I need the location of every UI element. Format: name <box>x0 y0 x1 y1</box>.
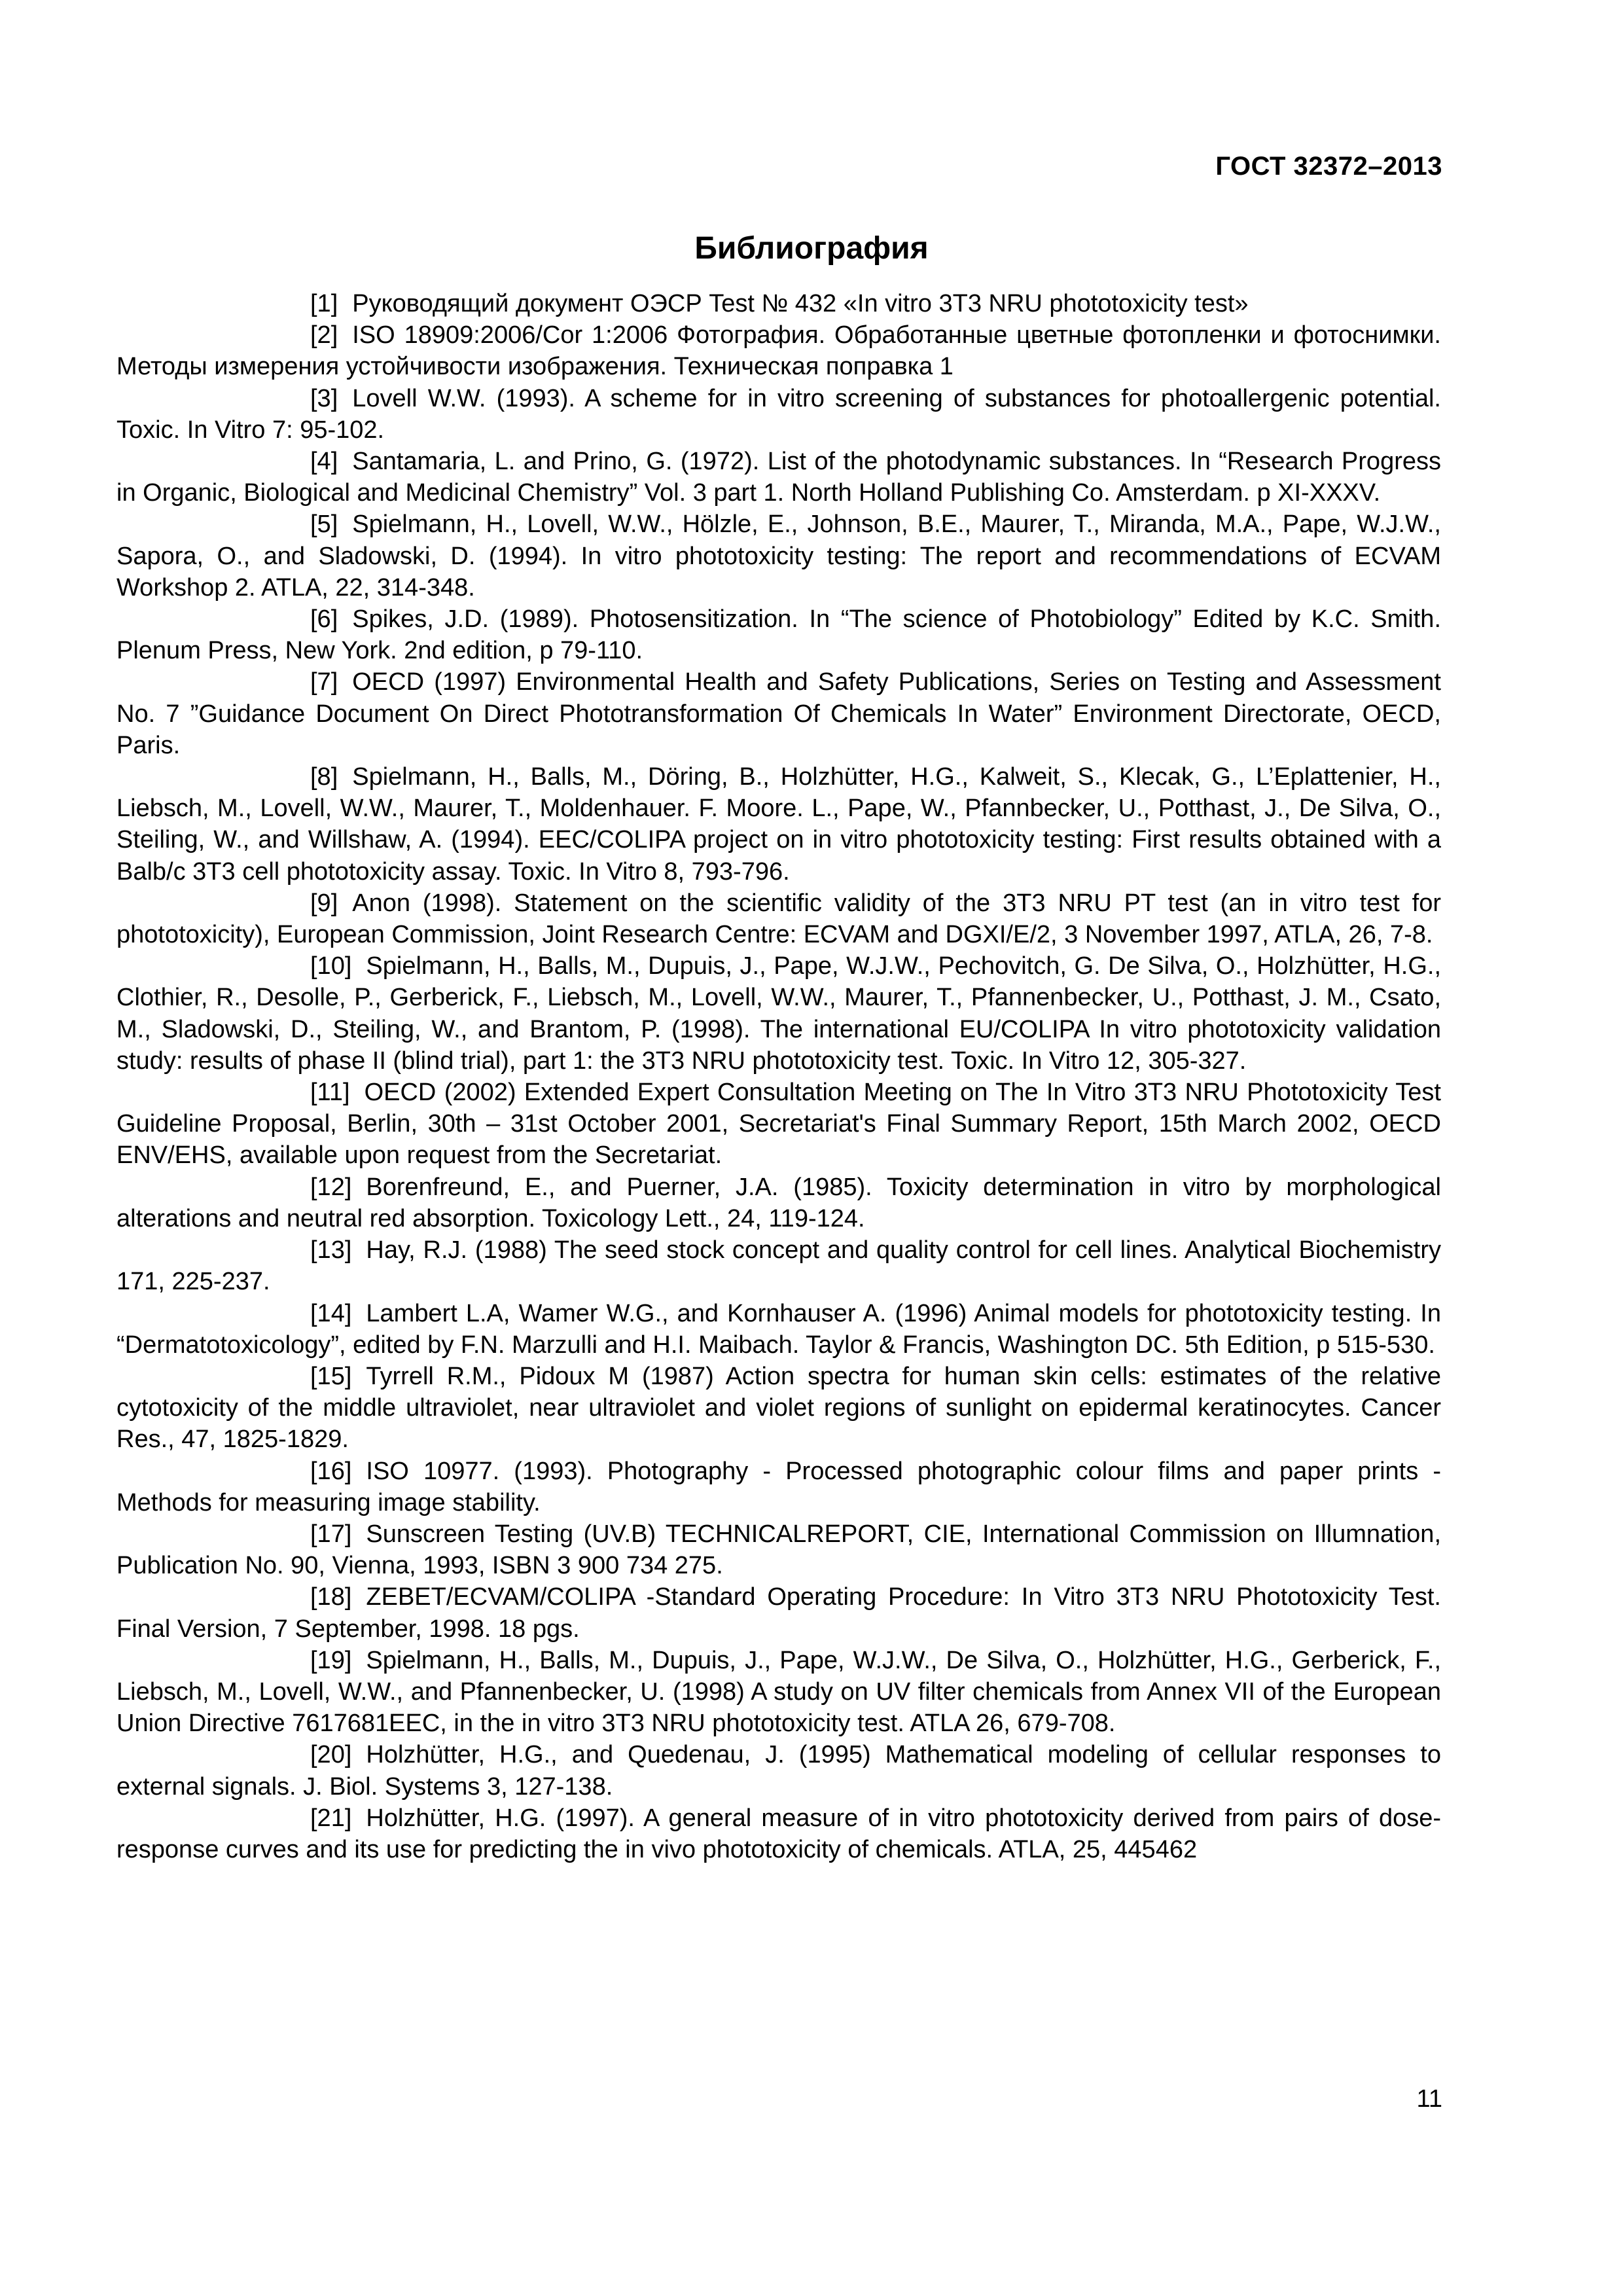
reference-number: [20] <box>310 1741 352 1769</box>
reference-number: [4] <box>310 448 338 476</box>
reference-text: Santamaria, L. and Prino, G. (1972). List of the photodynamic substances. In “Research Progress in Organic, Biological and Medicinal Chemistry” Vol. 3 part 1. North Holland Publishing Co. Amsterdam. p XI-XXXV. <box>116 448 1441 507</box>
reference-text: Anon (1998). Statement on the scientific validity of the 3T3 NRU PT test (an in vitro test for phototoxicity), European Commission, Joint Research Centre: ECVAM and DGXI/E/2, 3 November 1997, ATLA, 26, 7-8. <box>116 889 1441 949</box>
reference-number: [14] <box>310 1299 352 1327</box>
page-number: 11 <box>1416 2085 1442 2113</box>
reference-number: [2] <box>310 321 338 350</box>
reference-number: [13] <box>310 1236 352 1265</box>
reference-text: Holzhütter, H.G. (1997). A general measure of in vitro phototoxicity derived from pairs of dose-response curves and its use for predicting the in vivo phototoxicity of chemicals. ATLA, 25, 445462 <box>116 1804 1441 1863</box>
reference-item <box>116 1803 1441 1865</box>
reference-text: OECD (2002) Extended Expert Consultation Meeting on The In Vitro 3T3 NRU Phototoxicity Test Guideline Proposal, Berlin, 30th – 31st October 2001, Secretariat's Final Summary Report, 15th March 2002, OECD ENV/EHS, available upon request from the Secretariat. <box>116 1079 1441 1170</box>
reference-text: Hay, R.J. (1988) The seed stock concept and quality control for cell lines. Analytical Biochemistry 171, 225-237. <box>116 1236 1441 1296</box>
reference-number: [5] <box>310 511 338 539</box>
reference-item <box>116 1645 1441 1740</box>
reference-item <box>116 1298 1441 1361</box>
reference-number: [21] <box>310 1804 352 1832</box>
reference-item <box>116 1739 1441 1802</box>
reference-number: [10] <box>310 952 352 980</box>
reference-item <box>116 383 1441 446</box>
reference-text: OECD (1997) Environmental Health and Safety Publications, Series on Testing and Assessment No. 7 ”Guidance Document On Direct Phototransformation Of Chemicals In Water” Environment Directorate, OECD, Paris. <box>116 668 1441 759</box>
reference-text: Lovell W.W. (1993). A scheme for in vitro screening of substances for photoallergenic potential. Toxic. In Vitro 7: 95-102. <box>116 384 1441 444</box>
reference-item <box>116 1456 1441 1518</box>
reference-item <box>116 1581 1441 1644</box>
reference-text: Lambert L.A, Wamer W.G., and Kornhauser A. (1996) Animal models for phototoxicity testing. In “Dermatotoxicology”, edited by F.N. Marzulli and H.I. Maibach. Taylor & Francis, Washington DC. 5th Edition, p 515-530. <box>116 1299 1441 1359</box>
page-title: Библиография <box>694 231 929 266</box>
reference-text: ZEBET/ECVAM/COLIPA -Standard Operating Procedure: In Vitro 3T3 NRU Phototoxicity Test. Final Version, 7 September, 1998. 18 pgs. <box>116 1583 1441 1643</box>
reference-text: Spielmann, H., Balls, M., Dupuis, J., Pape, W.J.W., De Silva, O., Holzhütter, H.G., Gerberick, F., Liebsch, M., Lovell, W.W., and Pfannenbecker, U. (1998) A study on UV filter chemicals from Annex VII of the European Union Directive 7617681EEC, in the in vitro 3T3 NRU phototoxicity test. ATLA 26, 679-708. <box>116 1646 1441 1738</box>
reference-text: ISO 10977. (1993). Photography - Processed photographic colour films and paper prints - Methods for measuring image stability. <box>116 1457 1441 1516</box>
reference-number: [19] <box>310 1646 352 1674</box>
reference-item <box>116 1077 1441 1172</box>
reference-number: [9] <box>310 889 338 917</box>
reference-text: Spielmann, H., Balls, M., Dupuis, J., Pape, W.J.W., Pechovitch, G. De Silva, O., Holzhütter, H.G., Clothier, R., Desolle, P., Gerberick, F., Liebsch, M., Lovell, W.W., Maurer, T., Pfannenbecker, U., Potthast, J. M., Csato, M., Sladowski, D., Steiling, W., and Brantom, P. (1998). The international EU/COLIPA In vitro phototoxicity validation study: results of phase II (blind trial), part 1: the 3T3 NRU phototoxicity test. Toxic. In Vitro 12, 305-327. <box>116 952 1441 1075</box>
reference-text: Spielmann, H., Balls, M., Döring, B., Holzhütter, H.G., Kalweit, S., Klecak, G., L’Eplattenier, H., Liebsch, M., Lovell, W.W., Maurer, T., Moldenhauer. F. Moore. L., Pape, W., Pfannbecker, U., Potthast, J., De Silva, O., Steiling, W., and Willshaw, A. (1994). EEC/COLIPA project on in vitro phototoxicity testing: First results obtained with a Balb/c 3T3 cell phototoxicity assay. Toxic. In Vitro 8, 793-796. <box>116 763 1441 886</box>
reference-number: [18] <box>310 1583 352 1611</box>
reference-item <box>116 1234 1441 1297</box>
reference-number: [3] <box>310 384 338 412</box>
reference-text: Tyrrell R.M., Pidoux M (1987) Action spectra for human skin cells: estimates of the relative cytotoxicity of the middle ultraviolet, near ultraviolet and violet regions of sunlight on epidermal keratinocytes. Cancer Res., 47, 1825-1829. <box>116 1362 1441 1454</box>
reference-number: [17] <box>310 1520 352 1548</box>
reference-list <box>116 288 1441 1865</box>
reference-item <box>116 888 1441 950</box>
reference-item <box>116 666 1441 761</box>
reference-item <box>116 761 1441 888</box>
reference-text: Holzhütter, H.G., and Quedenau, J. (1995) Mathematical modeling of cellular responses to external signals. J. Biol. Systems 3, 127-138. <box>116 1741 1441 1801</box>
reference-number: [12] <box>310 1173 352 1201</box>
reference-text: Borenfreund, E., and Puerner, J.A. (1985). Toxicity determination in vitro by morphological alterations and neutral red absorption. Toxicology Lett., 24, 119-124. <box>116 1173 1441 1232</box>
reference-item <box>116 509 1441 603</box>
reference-text: ISO 18909:2006/Cor 1:2006 Фотография. Обработанные цветные фотопленки и фотоснимки. Методы измерения устойчивости изображения. Техническая поправка 1 <box>116 321 1441 381</box>
reference-item <box>116 1518 1441 1581</box>
reference-item <box>116 950 1441 1077</box>
reference-text: Spielmann, H., Lovell, W.W., Hölzle, E., Johnson, B.E., Maurer, T., Miranda, M.A., Pape, W.J.W., Sapora, O., and Sladowski, D. (1994). In vitro phototoxicity testing: The report and recommendations of ECVAM Workshop 2. ATLA, 22, 314-348. <box>116 511 1441 601</box>
standard-code: ГОСТ 32372–2013 <box>1215 152 1442 181</box>
reference-item <box>116 288 1441 319</box>
reference-item <box>116 603 1441 666</box>
reference-text: Sunscreen Testing (UV.B) TECHNICALREPORT, CIE, International Commission on Illumnation, Publication No. 90, Vienna, 1993, ISBN 3 900 734 275. <box>116 1520 1441 1580</box>
reference-item <box>116 319 1441 382</box>
reference-number: [1] <box>310 290 338 317</box>
reference-number: [16] <box>310 1457 352 1485</box>
reference-item <box>116 1361 1441 1456</box>
reference-number: [7] <box>310 668 338 696</box>
reference-item <box>116 1172 1441 1234</box>
reference-number: [8] <box>310 763 338 791</box>
reference-text: Spikes, J.D. (1989). Photosensitization. In “The science of Photobiology” Edited by K.C. Smith. Plenum Press, New York. 2nd edition, p 79-110. <box>116 605 1441 665</box>
reference-number: [15] <box>310 1362 352 1390</box>
reference-number: [6] <box>310 605 338 634</box>
reference-text: Руководящий документ ОЭСР Test № 432 «In vitro 3T3 NRU phototoxicity test» <box>352 290 1249 317</box>
reference-item <box>116 446 1441 509</box>
reference-number: [11] <box>310 1079 350 1107</box>
